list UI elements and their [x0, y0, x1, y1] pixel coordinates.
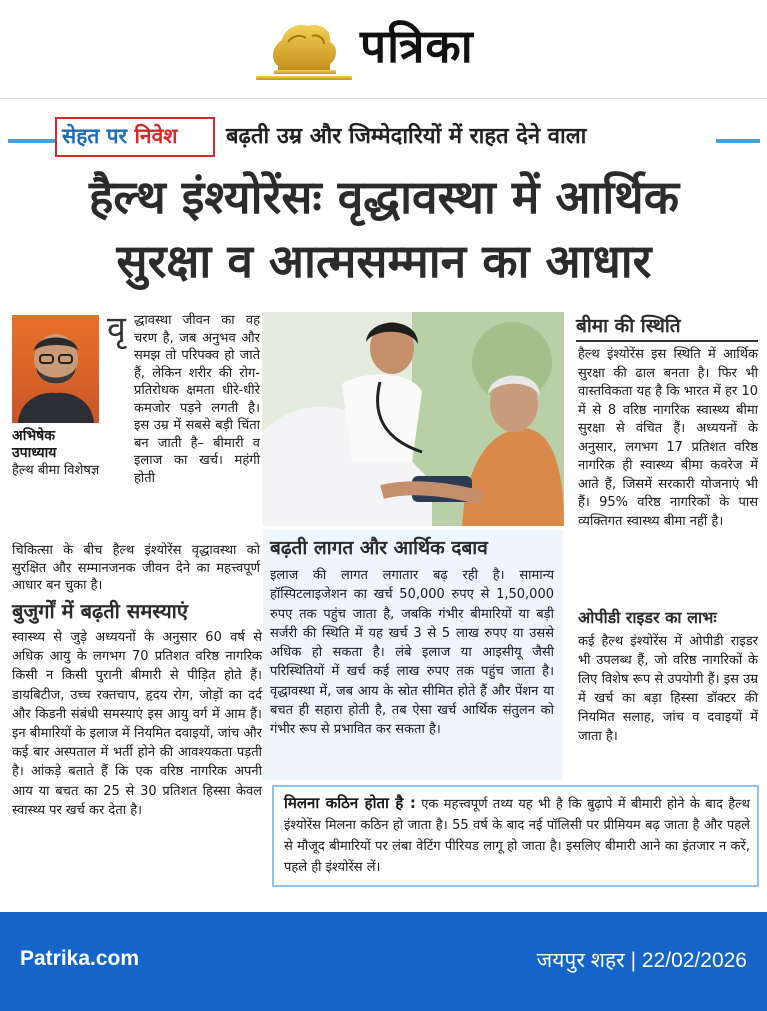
footer-site-link[interactable]: Patrika.com	[20, 947, 140, 970]
author-name: अभिषेक उपाध्याय	[12, 428, 57, 461]
kicker-rule-left	[8, 139, 56, 143]
headline-line-2: सुरक्षा व आत्मसम्मान का आधार	[116, 234, 652, 288]
intro-continued: चिकित्सा के बीच हैल्थ इंश्योरेंस वृद्धावस्था को सुरक्षित और सम्मानजनक जीवन देने का महत्त्वपूर्ण आधार बन चुका है।	[12, 543, 260, 593]
drop-cap: वृ	[107, 309, 126, 349]
intro-lead: द्धावस्था जीवन का वह चरण है, जब अनुभव और समझ तो परिपक्व हो जाते हैं, लेकिन शरीर की रोग-प्रतिरोधक क्षमता धीरे-धीरे कमजोर पड़ने लगती है। इस उम्र में सबसे बड़ी चिंता बन जाती है– बीमारी व इलाज का खर्च। महंगी होती	[134, 313, 260, 486]
author-role: हैल्थ बीमा विशेषज्ञ	[12, 463, 100, 478]
footer-edition-date: जयपुर शहर | 22/02/2026	[536, 949, 747, 972]
section-body-opd-rider: कई हैल्थ इंश्योरेंस में ओपीडी राइडर भी उपलब्ध हैं, जो वरिष्ठ नागरिकों के लिए विशेष रूप से उपयोगी हैं। इस उम्र में खर्च का बड़ा हिस्सा डॉक्टर की नियमित सलाह, जांच व दवाइयों में जाता है।	[578, 634, 758, 744]
masthead	[0, 0, 767, 100]
main-photo	[262, 312, 564, 526]
section-heading-insurance-status: बीमा की स्थिति	[576, 315, 681, 337]
headline	[10, 165, 758, 293]
masthead-divider	[0, 98, 767, 99]
section-body-insurance-status: हैल्थ इंश्योरेंस इस स्थिति में आर्थिक सुरक्षा की ढाल बनता है। फिर भी वास्तविकता यह है कि भारत में हर 10 में से 8 वरिष्ठ नागरिक स्वास्थ्य बीमा सुरक्षा से वंचित हैं। अध्ययनों के अनुसार, लगभग 17 प्रतिशत वरिष्ठ नागरिक ही स्वास्थ्य बीमा कवरेज में आते हैं, जिसमें सरकारी योजनाएं भी हैं। 95% वरिष्ठ नागरिकों के पास व्यक्तिगत स्वास्थ्य बीमा नहीं है।	[578, 347, 758, 529]
section-heading-opd-rider: ओपीडी राइडर का लाभः	[578, 608, 717, 627]
masthead-title[interactable]: पत्रिका	[360, 19, 474, 73]
section-heading-problems: बुजुर्गों में बढ़ती समस्याएं	[12, 599, 188, 623]
kicker-subtitle: बढ़ती उम्र और जिम्मेदारियों में राहत देने वाला	[226, 124, 587, 149]
heading-underline	[576, 340, 758, 342]
section-body-problems: स्वास्थ्य से जुड़े अध्ययनों के अनुसार 60 वर्ष से अधिक आयु के लगभग 70 प्रतिशत वरिष्ठ नागरिक किसी न किसी पुरानी बीमारी से पीड़ित होते हैं। डायबिटीज, उच्च रक्तचाप, हृदय रोग, जोड़ों का दर्द और किडनी संबंधी समस्याएं इस आयु वर्ग में आम हैं। इन बीमारियों के इलाज में नियमित दवाइयों, जांच और कई बार अस्पताल में भर्ती होने की आवश्यकता पड़ती है। आंकड़े बताते हैं कि एक वरिष्ठ नागरिक अपनी आय या बचत का 25 से 30 प्रतिशत हिस्सा केवल स्वास्थ्य पर खर्च कर देता है।	[12, 630, 262, 818]
author-photo	[12, 315, 99, 423]
section-heading-costs: बढ़ती लागत और आर्थिक दबाव	[270, 537, 488, 559]
callout-body: एक महत्त्वपूर्ण तथ्य यह भी है कि बुढ़ापे में बीमारी होने के बाद हैल्थ इंश्योरेंस मिलना कठिन हो जाता है। 55 वर्ष के बाद नई पॉलिसी पर प्रीमियम बढ़ जाता है और पहले से मौजूद बीमारियों पर लंबा वेटिंग पीरियड लागू हो जाता है। इसलिए बीमारी आने का इंतजार न करें, पहले ही इंश्योरेंस लें।	[284, 797, 750, 875]
headline-line-1: हैल्थ इंश्योरेंसः वृद्धावस्था में आर्थिक	[88, 170, 680, 224]
kicker-rule-right	[716, 139, 760, 143]
doctor-patient-photo-icon	[262, 312, 564, 526]
callout-text	[284, 793, 750, 878]
kicker-label-a: सेहत पर	[62, 124, 128, 148]
author-portrait-icon	[12, 315, 99, 423]
lion-emblem-icon	[248, 16, 356, 82]
kicker-label-b: निवेश	[134, 124, 178, 148]
callout-heading: मिलना कठिन होता है :	[284, 794, 416, 812]
kicker-label	[62, 122, 178, 150]
intro-paragraph	[110, 312, 260, 487]
section-body-costs: इलाज की लागत लगातार बढ़ रही है। सामान्य हॉस्पिटलाइजेशन का खर्च 50,000 रुपए से 1,50,000 रुपए तक पहुंच जाता है, जबकि गंभीर बीमारियों या बड़ी सर्जरी की स्थिति में यह खर्च 3 से 5 लाख रुपए या उससे अधिक हो सकता है। लंबे इलाज या आइसीयू जैसी परिस्थितियों में खर्च कई लाख रुपए तक पहुंच जाता है। वृद्धावस्था में, जब आय के स्रोत सीमित होते हैं और पेंशन या बचत ही सहारा होती है, तब ऐसा खर्च आर्थिक संतुलन को गंभीर रूप से प्रभावित कर सकता है।	[270, 568, 554, 738]
